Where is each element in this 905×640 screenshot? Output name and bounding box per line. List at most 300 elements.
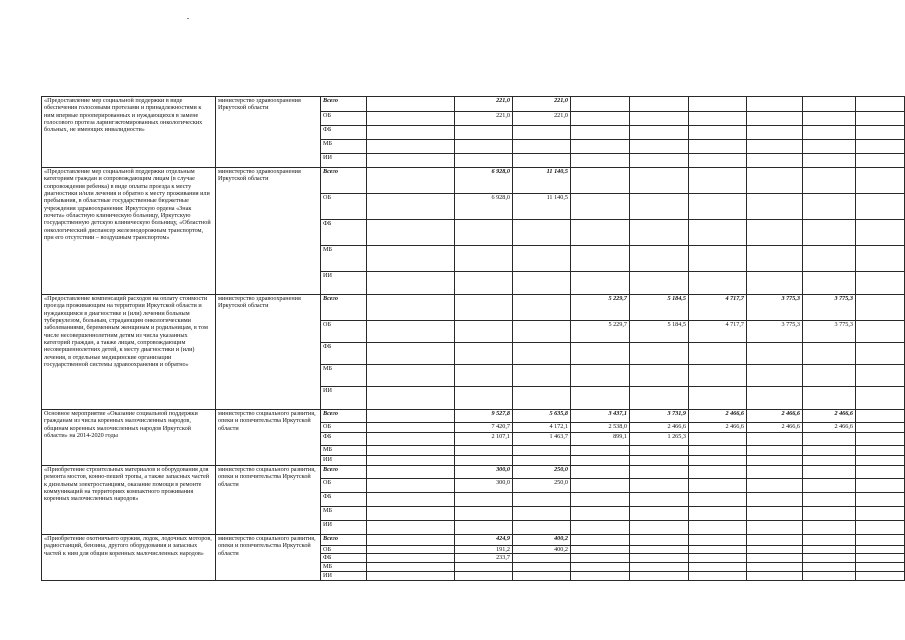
- amount-cell: 250,0: [513, 479, 571, 493]
- amount-cell: [856, 433, 905, 446]
- amount-cell: [571, 456, 630, 466]
- amount-cell: 400,2: [513, 535, 571, 546]
- amount-cell: [455, 365, 513, 387]
- amount-cell: [571, 521, 630, 535]
- amount-cell: [630, 535, 689, 546]
- amount-cell: [367, 466, 455, 479]
- amount-cell: [803, 97, 856, 112]
- amount-cell: 221,0: [455, 97, 513, 112]
- amount-cell: [571, 466, 630, 479]
- amount-cell: [455, 295, 513, 321]
- amount-cell: 5 229,7: [571, 295, 630, 321]
- amount-cell: [367, 433, 455, 446]
- amount-cell: [367, 479, 455, 493]
- amount-cell: [747, 387, 803, 410]
- amount-cell: 2 466,6: [747, 410, 803, 423]
- funding-source-cell: ФБ: [321, 220, 367, 246]
- amount-cell: 221,0: [513, 97, 571, 112]
- amount-cell: [856, 572, 905, 581]
- amount-cell: 1 265,3: [630, 433, 689, 446]
- amount-cell: [803, 466, 856, 479]
- amount-cell: [571, 535, 630, 546]
- amount-cell: [803, 272, 856, 295]
- amount-cell: [571, 572, 630, 581]
- amount-cell: [689, 433, 747, 446]
- amount-cell: [803, 521, 856, 535]
- amount-cell: [571, 365, 630, 387]
- amount-cell: [571, 479, 630, 493]
- amount-cell: [630, 246, 689, 272]
- amount-cell: [571, 554, 630, 563]
- amount-cell: [630, 154, 689, 168]
- amount-cell: [803, 112, 856, 126]
- amount-cell: [571, 140, 630, 154]
- amount-cell: [455, 246, 513, 272]
- amount-cell: [689, 535, 747, 546]
- amount-cell: [856, 220, 905, 246]
- amount-cell: [856, 563, 905, 572]
- amount-cell: [803, 535, 856, 546]
- amount-cell: [856, 410, 905, 423]
- amount-cell: [689, 563, 747, 572]
- amount-cell: [747, 168, 803, 194]
- amount-cell: 2 538,0: [571, 423, 630, 433]
- executor-cell: министерство социального развития, опеки и попечительства Иркутской области: [216, 410, 321, 466]
- amount-cell: [856, 535, 905, 546]
- funding-source-cell: ФБ: [321, 554, 367, 563]
- amount-cell: [513, 246, 571, 272]
- amount-cell: [803, 126, 856, 140]
- amount-cell: [630, 554, 689, 563]
- amount-cell: 3 437,1: [571, 410, 630, 423]
- amount-cell: 5 184,5: [630, 295, 689, 321]
- amount-cell: [367, 563, 455, 572]
- amount-cell: [747, 546, 803, 554]
- amount-cell: [455, 126, 513, 140]
- amount-cell: [630, 572, 689, 581]
- amount-cell: 2 466,6: [689, 423, 747, 433]
- funding-source-cell: ИИ: [321, 521, 367, 535]
- amount-cell: [571, 387, 630, 410]
- amount-cell: [803, 387, 856, 410]
- table-row: [42, 168, 905, 194]
- funding-source-cell: Всего: [321, 295, 367, 321]
- funding-source-cell: ФБ: [321, 126, 367, 140]
- amount-cell: [513, 272, 571, 295]
- amount-cell: [630, 466, 689, 479]
- amount-cell: [803, 365, 856, 387]
- amount-cell: [367, 126, 455, 140]
- amount-cell: 5 184,5: [630, 321, 689, 343]
- funding-source-cell: ИИ: [321, 272, 367, 295]
- amount-cell: 300,0: [455, 466, 513, 479]
- amount-cell: [803, 563, 856, 572]
- amount-cell: [455, 521, 513, 535]
- amount-cell: [856, 365, 905, 387]
- funding-source-cell: ИИ: [321, 154, 367, 168]
- amount-cell: 3 775,3: [747, 295, 803, 321]
- amount-cell: [630, 446, 689, 456]
- amount-cell: [689, 272, 747, 295]
- amount-cell: [689, 365, 747, 387]
- amount-cell: [689, 572, 747, 581]
- amount-cell: [571, 246, 630, 272]
- amount-cell: [856, 554, 905, 563]
- funding-source-cell: МБ: [321, 446, 367, 456]
- amount-cell: [856, 466, 905, 479]
- funding-source-cell: ОБ: [321, 423, 367, 433]
- amount-cell: [856, 112, 905, 126]
- amount-cell: [803, 154, 856, 168]
- amount-cell: [856, 126, 905, 140]
- amount-cell: [455, 456, 513, 466]
- amount-cell: [367, 295, 455, 321]
- amount-cell: [571, 546, 630, 554]
- amount-cell: [803, 220, 856, 246]
- amount-cell: 4 717,7: [689, 321, 747, 343]
- amount-cell: [513, 295, 571, 321]
- amount-cell: [630, 493, 689, 507]
- amount-cell: 221,0: [513, 112, 571, 126]
- amount-cell: 11 140,5: [513, 168, 571, 194]
- amount-cell: 5 229,7: [571, 321, 630, 343]
- table-row: [42, 535, 905, 546]
- amount-cell: [856, 154, 905, 168]
- amount-cell: [689, 521, 747, 535]
- measure-name-cell: «Предоставление мер социальной поддержки отдельным категориям граждан и сопровождающим лицам (в случае сопровождения ребенка) в виде оплаты проезда к месту диагностики и/или лечения и обратно к месту проживания или пребывания, в областные государственные бюджетные учреждения здравоохранения: Иркутскую ордена «Знак почета» областную клиническую больницу, Иркутскую государственную детскую клиническую больницу, «Областной онкологический диспансер железнодорожным транспортом, при его отсутствии – воздушным транспортом»: [42, 168, 216, 295]
- amount-cell: [513, 154, 571, 168]
- amount-cell: [747, 479, 803, 493]
- funding-source-cell: МБ: [321, 140, 367, 154]
- amount-cell: [747, 493, 803, 507]
- funding-source-cell: МБ: [321, 563, 367, 572]
- amount-cell: [689, 456, 747, 466]
- amount-cell: 4 717,7: [689, 295, 747, 321]
- amount-cell: [367, 387, 455, 410]
- amount-cell: [747, 507, 803, 521]
- amount-cell: [689, 554, 747, 563]
- amount-cell: [630, 365, 689, 387]
- amount-cell: [803, 194, 856, 220]
- amount-cell: 3 775,3: [803, 321, 856, 343]
- funding-source-cell: ФБ: [321, 433, 367, 446]
- funding-source-cell: Всего: [321, 535, 367, 546]
- amount-cell: [689, 446, 747, 456]
- table-row: [42, 97, 905, 112]
- funding-source-cell: Всего: [321, 466, 367, 479]
- amount-cell: [367, 521, 455, 535]
- amount-cell: [803, 493, 856, 507]
- budget-table: [41, 96, 905, 581]
- amount-cell: [856, 479, 905, 493]
- amount-cell: [689, 507, 747, 521]
- scan-speck: [187, 18, 189, 19]
- amount-cell: [367, 140, 455, 154]
- amount-cell: [856, 423, 905, 433]
- amount-cell: [856, 246, 905, 272]
- amount-cell: [689, 343, 747, 365]
- amount-cell: [513, 456, 571, 466]
- amount-cell: 2 466,6: [803, 410, 856, 423]
- amount-cell: 11 140,5: [513, 194, 571, 220]
- amount-cell: 250,0: [513, 466, 571, 479]
- amount-cell: [571, 343, 630, 365]
- amount-cell: [630, 521, 689, 535]
- amount-cell: [856, 493, 905, 507]
- amount-cell: 233,7: [455, 554, 513, 563]
- amount-cell: [747, 112, 803, 126]
- amount-cell: [747, 97, 803, 112]
- amount-cell: [803, 479, 856, 493]
- amount-cell: [689, 97, 747, 112]
- amount-cell: 899,1: [571, 433, 630, 446]
- amount-cell: [630, 507, 689, 521]
- amount-cell: [367, 343, 455, 365]
- amount-cell: [856, 194, 905, 220]
- amount-cell: [689, 493, 747, 507]
- amount-cell: [856, 387, 905, 410]
- amount-cell: [513, 563, 571, 572]
- amount-cell: 6 928,0: [455, 194, 513, 220]
- amount-cell: [747, 126, 803, 140]
- amount-cell: [856, 321, 905, 343]
- amount-cell: 2 466,6: [689, 410, 747, 423]
- amount-cell: [571, 563, 630, 572]
- amount-cell: 7 420,7: [455, 423, 513, 433]
- funding-source-cell: МБ: [321, 246, 367, 272]
- amount-cell: [367, 365, 455, 387]
- amount-cell: [367, 321, 455, 343]
- amount-cell: [367, 112, 455, 126]
- amount-cell: [856, 168, 905, 194]
- amount-cell: [367, 546, 455, 554]
- amount-cell: [513, 140, 571, 154]
- amount-cell: [367, 554, 455, 563]
- amount-cell: [367, 168, 455, 194]
- amount-cell: [571, 168, 630, 194]
- amount-cell: [856, 97, 905, 112]
- amount-cell: [513, 220, 571, 246]
- amount-cell: [571, 194, 630, 220]
- amount-cell: [747, 140, 803, 154]
- amount-cell: 6 928,0: [455, 168, 513, 194]
- amount-cell: [630, 387, 689, 410]
- amount-cell: [630, 272, 689, 295]
- amount-cell: [747, 572, 803, 581]
- amount-cell: [803, 433, 856, 446]
- amount-cell: [513, 572, 571, 581]
- amount-cell: [747, 563, 803, 572]
- budget-table-body: [42, 97, 905, 581]
- amount-cell: [630, 479, 689, 493]
- measure-name-cell: «Предоставление компенсаций расходов на оплату стоимости проезда проживающим на территории Иркутской области и нуждающимся в диагностике и (или) лечении больным туберкулезом, больным, страдающим онкологическими заболеваниями, беременным женщинам и родильницам, в том числе несовершеннолетним детям из числа указанных категорий граждан, а также лицам, сопровождающим несовершеннолетних детей, к месту диагностики и (или) лечения, в отдельные медицинские организации государственной системы здравоохранения и обратно»: [42, 295, 216, 410]
- amount-cell: [367, 446, 455, 456]
- amount-cell: [455, 154, 513, 168]
- amount-cell: [747, 535, 803, 546]
- amount-cell: [571, 112, 630, 126]
- amount-cell: 221,0: [455, 112, 513, 126]
- table-row: [42, 410, 905, 423]
- amount-cell: [689, 126, 747, 140]
- funding-source-cell: ОБ: [321, 112, 367, 126]
- amount-cell: [689, 194, 747, 220]
- amount-cell: [630, 220, 689, 246]
- amount-cell: [513, 446, 571, 456]
- amount-cell: [747, 220, 803, 246]
- funding-source-cell: ФБ: [321, 343, 367, 365]
- amount-cell: 2 107,1: [455, 433, 513, 446]
- funding-source-cell: МБ: [321, 365, 367, 387]
- amount-cell: [689, 154, 747, 168]
- amount-cell: [747, 456, 803, 466]
- amount-cell: [803, 546, 856, 554]
- amount-cell: [367, 535, 455, 546]
- amount-cell: [367, 423, 455, 433]
- amount-cell: [630, 546, 689, 554]
- amount-cell: [367, 194, 455, 220]
- amount-cell: [367, 97, 455, 112]
- amount-cell: [630, 140, 689, 154]
- amount-cell: [571, 126, 630, 140]
- amount-cell: [630, 194, 689, 220]
- amount-cell: 3 775,3: [803, 295, 856, 321]
- amount-cell: [803, 343, 856, 365]
- amount-cell: [513, 507, 571, 521]
- amount-cell: [689, 112, 747, 126]
- amount-cell: [455, 446, 513, 456]
- amount-cell: [803, 140, 856, 154]
- amount-cell: [455, 272, 513, 295]
- amount-cell: [803, 572, 856, 581]
- amount-cell: 2 466,6: [747, 423, 803, 433]
- funding-source-cell: Всего: [321, 168, 367, 194]
- amount-cell: [689, 479, 747, 493]
- amount-cell: [455, 140, 513, 154]
- amount-cell: [689, 466, 747, 479]
- measure-name-cell: «Приобретение охотничьего оружия, лодок, лодочных моторов, радиостанций, бензина, другого оборудования и запасных частей к ним для общин коренных малочисленных народов»: [42, 535, 216, 581]
- amount-cell: [747, 466, 803, 479]
- amount-cell: [689, 168, 747, 194]
- amount-cell: [455, 493, 513, 507]
- amount-cell: 3 775,3: [747, 321, 803, 343]
- funding-source-cell: ИИ: [321, 456, 367, 466]
- amount-cell: [856, 343, 905, 365]
- measure-name-cell: «Предоставление мер социальной поддержки в виде обеспечения голосовыми протезами и принадлежностями к ним впервые прооперированных и нуждающихся в замене голосового протеза ларингэктомированных онкологических больных, не имеющих инвалидности»: [42, 97, 216, 168]
- amount-cell: [455, 507, 513, 521]
- amount-cell: [513, 521, 571, 535]
- amount-cell: [513, 321, 571, 343]
- amount-cell: [513, 387, 571, 410]
- amount-cell: [455, 387, 513, 410]
- amount-cell: [513, 493, 571, 507]
- amount-cell: [803, 456, 856, 466]
- amount-cell: [689, 246, 747, 272]
- amount-cell: [367, 154, 455, 168]
- amount-cell: 400,2: [513, 546, 571, 554]
- amount-cell: [856, 446, 905, 456]
- executor-cell: министерство здравоохранения Иркутской области: [216, 97, 321, 168]
- amount-cell: [747, 343, 803, 365]
- amount-cell: [571, 507, 630, 521]
- funding-source-cell: Всего: [321, 410, 367, 423]
- amount-cell: [513, 126, 571, 140]
- amount-cell: [455, 220, 513, 246]
- funding-source-cell: ИИ: [321, 387, 367, 410]
- amount-cell: [630, 168, 689, 194]
- amount-cell: [747, 521, 803, 535]
- amount-cell: [747, 154, 803, 168]
- amount-cell: [367, 246, 455, 272]
- amount-cell: [856, 140, 905, 154]
- amount-cell: [689, 220, 747, 246]
- amount-cell: [630, 343, 689, 365]
- amount-cell: 2 466,6: [803, 423, 856, 433]
- amount-cell: [630, 97, 689, 112]
- amount-cell: [571, 493, 630, 507]
- executor-cell: министерство социального развития, опеки и попечительства Иркутской области: [216, 466, 321, 535]
- amount-cell: [630, 126, 689, 140]
- amount-cell: [367, 220, 455, 246]
- amount-cell: [513, 554, 571, 563]
- table-row: [42, 466, 905, 479]
- amount-cell: 2 466,6: [630, 423, 689, 433]
- amount-cell: [856, 507, 905, 521]
- amount-cell: [689, 140, 747, 154]
- funding-source-cell: Всего: [321, 97, 367, 112]
- amount-cell: [856, 272, 905, 295]
- amount-cell: [803, 507, 856, 521]
- amount-cell: 1 463,7: [513, 433, 571, 446]
- amount-cell: [803, 554, 856, 563]
- measure-name-cell: Основное мероприятие «Оказание социальной поддержки гражданам из числа коренных малочисленных народов, общинам коренных малочисленных народов Иркутской области» на 2014-2020 годы: [42, 410, 216, 466]
- amount-cell: [571, 220, 630, 246]
- amount-cell: [367, 272, 455, 295]
- amount-cell: 424,9: [455, 535, 513, 546]
- executor-cell: министерство социального развития, опеки и попечительства Иркутской области: [216, 535, 321, 581]
- amount-cell: [367, 410, 455, 423]
- amount-cell: [747, 433, 803, 446]
- amount-cell: [630, 112, 689, 126]
- amount-cell: [856, 546, 905, 554]
- amount-cell: [455, 321, 513, 343]
- amount-cell: [630, 456, 689, 466]
- funding-source-cell: ОБ: [321, 321, 367, 343]
- amount-cell: [455, 572, 513, 581]
- amount-cell: [689, 387, 747, 410]
- amount-cell: [747, 272, 803, 295]
- amount-cell: [571, 97, 630, 112]
- funding-source-cell: МБ: [321, 507, 367, 521]
- funding-source-cell: ОБ: [321, 546, 367, 554]
- amount-cell: [367, 493, 455, 507]
- amount-cell: [367, 456, 455, 466]
- amount-cell: [856, 456, 905, 466]
- amount-cell: [747, 246, 803, 272]
- funding-source-cell: ФБ: [321, 493, 367, 507]
- executor-cell: министерство здравоохранения Иркутской области: [216, 168, 321, 295]
- amount-cell: [689, 546, 747, 554]
- amount-cell: [803, 246, 856, 272]
- amount-cell: [513, 343, 571, 365]
- amount-cell: [455, 563, 513, 572]
- executor-cell: министерство здравоохранения Иркутской области: [216, 295, 321, 410]
- amount-cell: [747, 194, 803, 220]
- funding-source-cell: ОБ: [321, 194, 367, 220]
- amount-cell: [455, 343, 513, 365]
- table-row: [42, 295, 905, 321]
- amount-cell: [571, 272, 630, 295]
- funding-source-cell: ИИ: [321, 572, 367, 581]
